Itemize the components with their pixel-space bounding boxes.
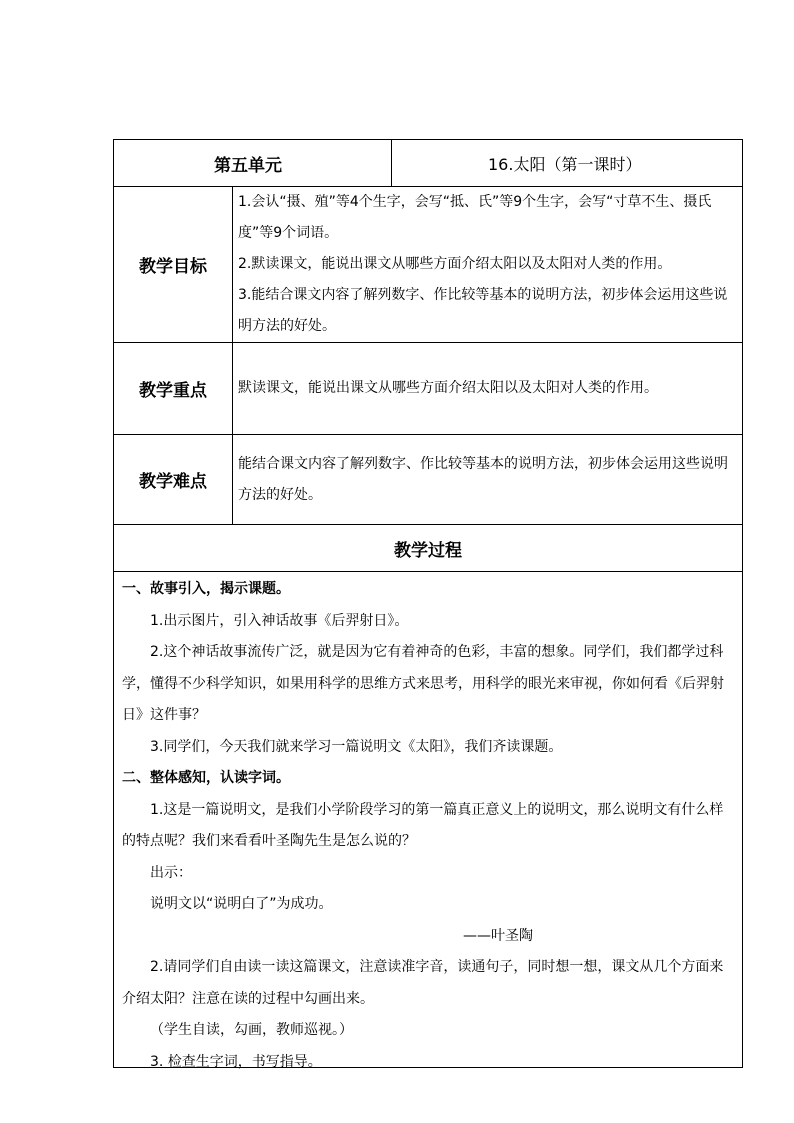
section-2-quote: 说明文以“说明白了”为成功。 bbox=[150, 896, 333, 912]
section-1-step-1: 1.出示图片，引入神话故事《后羿射日》。 bbox=[150, 612, 409, 629]
goals-row bbox=[114, 187, 742, 343]
goals-content bbox=[238, 187, 736, 342]
section-2-step-3: 3. 检查生字词，书写指导。 bbox=[150, 1053, 322, 1070]
section-1-step-3: 3.同学们，今天我们就来学习一篇说明文《太阳》，我们齐读课题。 bbox=[150, 738, 563, 755]
header-divider bbox=[391, 140, 392, 186]
key-points-row bbox=[114, 343, 742, 435]
difficulties-label: 教学难点 bbox=[139, 472, 207, 492]
goal-item-1: 1.会认“摄、殖”等4个生字，会写“抵、氏”等9个生字，会写“寸草不生、摄氏度”等9个词语。 bbox=[238, 194, 712, 241]
header-row bbox=[114, 140, 742, 187]
section-2-step-1: 1.这是一篇说明文，是我们小学阶段学习的第一篇真正意义上的说明文，那么说明文有什么样的特点呢？我们来看看叶圣陶先生是怎么说的？ bbox=[122, 801, 724, 849]
key-points-text: 默读课文，能说出课文从哪些方面介绍太阳以及太阳对人类的作用。 bbox=[238, 380, 658, 396]
unit-title: 第五单元 bbox=[214, 155, 282, 176]
difficulties-text: 能结合课文内容了解列数字、作比较等基本的说明方法，初步体会运用这些说明方法的好处。 bbox=[238, 455, 728, 503]
section-2-show: 出示： bbox=[150, 864, 192, 881]
process-title: 教学过程 bbox=[394, 540, 462, 561]
difficulties-row bbox=[114, 435, 742, 525]
key-points-label: 教学重点 bbox=[139, 381, 207, 401]
section-2-step-2: 2.请同学们自由读一读这篇课文，注意读准字音，读通句子，同时想一想，课文从几个方面来介绍太阳？注意在读的过程中勾画出来。 bbox=[122, 959, 724, 1007]
section-2-note: （学生自读，勾画，教师巡视。） bbox=[150, 1022, 353, 1038]
section-2-heading: 二、整体感知，认读字词。 bbox=[122, 770, 290, 786]
lesson-plan-table bbox=[113, 139, 743, 1068]
key-points-content bbox=[238, 343, 736, 434]
goal-item-3: 3.能结合课文内容了解列数字、作比较等基本的说明方法，初步体会运用这些说明方法的好处。 bbox=[238, 287, 728, 334]
label-divider bbox=[232, 435, 233, 524]
process-title-row bbox=[114, 525, 742, 572]
quote-attribution: ——叶圣陶 bbox=[463, 927, 533, 944]
process-body bbox=[114, 572, 742, 1070]
section-1-heading: 一、故事引入，揭示课题。 bbox=[122, 581, 290, 597]
label-divider bbox=[232, 343, 233, 434]
goal-item-2: 2.默读课文，能说出课文从哪些方面介绍太阳以及太阳对人类的作用。 bbox=[238, 256, 672, 272]
section-1-step-2: 2.这个神话故事流传广泛，就是因为它有着神奇的色彩，丰富的想象。同学们，我们都学过科学，懂得不少科学知识，如果用科学的思维方式来思考，用科学的眼光来审视，你如何看《后羿射日》这件事？ bbox=[122, 644, 724, 723]
difficulties-content bbox=[238, 435, 736, 524]
lesson-title: 16.太阳（第一课时） bbox=[488, 154, 642, 174]
goals-label: 教学目标 bbox=[139, 257, 207, 277]
label-divider bbox=[232, 187, 233, 342]
